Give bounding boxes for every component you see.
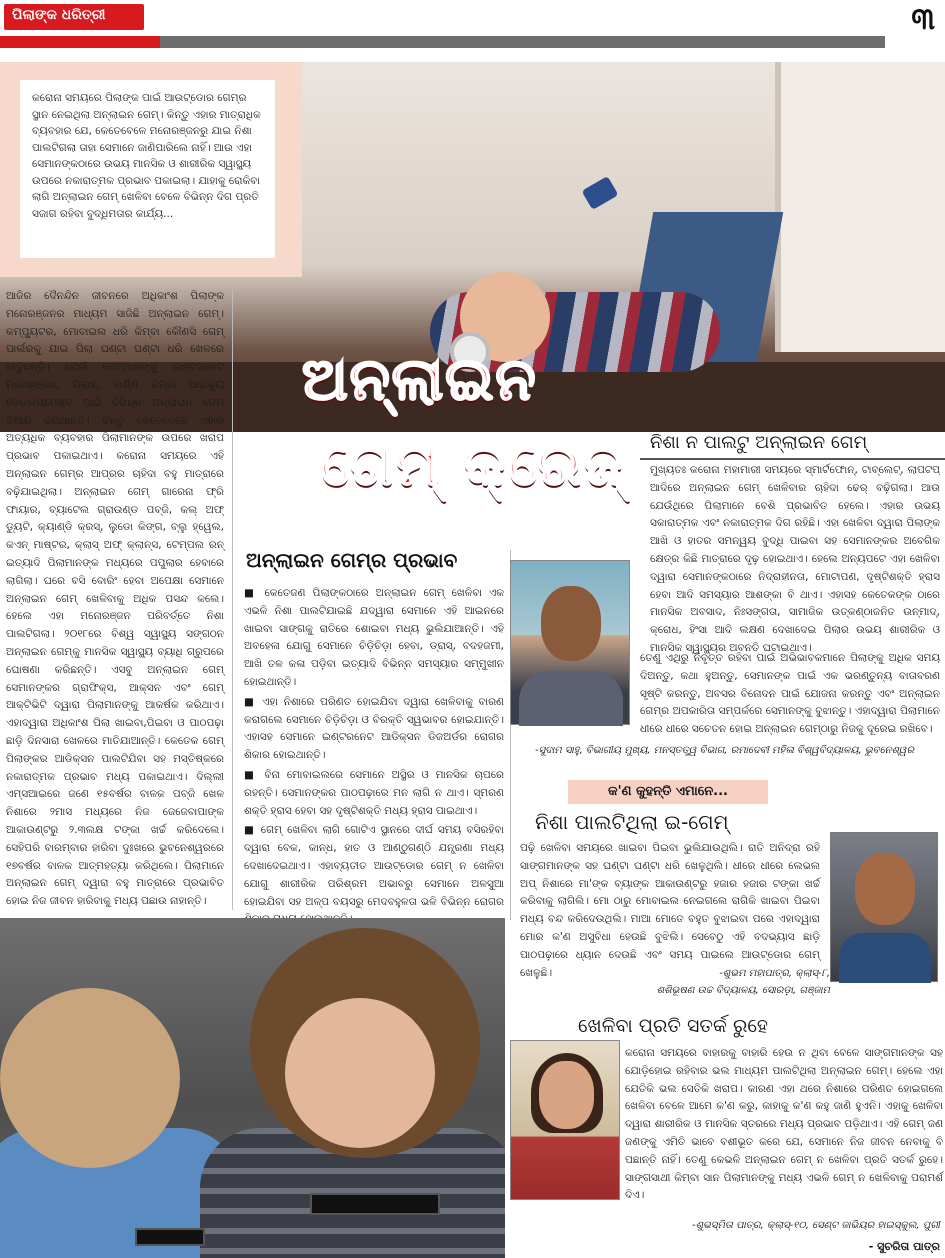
photo-boy-face xyxy=(285,998,435,1148)
intro-text: କରୋନା ସମୟରେ ପିଲାଙ୍କ ପାଇଁ ଆଉଟ୍‌ଡୋର ଗେମ୍‌ର ସ୍ଥାନ ନେଇଥିଲା ଅନ୍‌ଲାଇନ ଗେମ୍। କିନ୍ତୁ ଏହାର ମାତ୍ରାଧିକ ବ୍ୟବହାର ଯେ, କେତେବେଳେ ମନୋରଞ୍ଜନରୁ ଯାଇ ନିଶା ପାଲଟିଗଲା ତାହା ସେମାନେ ଜାଣିପାରିଲେ ନାହିଁ। ଆଉ ଏହା ସେମାନଙ୍କଠାରେ ଉଭୟ ମାନସିକ ଓ ଶାରୀରିକ ସ୍ୱାସ୍ଥ୍ୟ ଉପରେ ନକାରାତ୍ମକ ପ୍ରଭାବ ପକାଇଲା। ଯାହାକୁ ରୋକିବା ଲାଗି ଅନ୍‌ଲାଇନ ଗେମ୍ ଖେଳିବା ବେଳେ ବିଭିନ୍ନ ଦିଗ ପ୍ରତି ସଜାଗ ରହିବା ବୁଦ୍ଧିମତାର କାର୍ଯ୍ୟ... xyxy=(20,80,275,258)
headline-line-2: ଗେମ୍ କ୍ରେଜ୍ xyxy=(320,430,626,498)
kid2-heading: ଖେଳିବା ପ୍ରତି ସତର୍କ ରୁହେ xyxy=(578,1015,768,1037)
expert-face xyxy=(541,586,601,661)
tablet-icon xyxy=(310,1193,440,1215)
kids-section-tag: କ'ଣ କୁହନ୍ତି ଏମାନେ... xyxy=(568,780,768,804)
expert-shirt xyxy=(519,671,623,726)
expert-credit: -ସୁଦାମ ସାହୁ, ବିଭାଗୀୟ ମୁଖ୍ୟ, ମନସ୍ତତ୍ତ୍ୱ ବିଭାଗ, ରମାଦେବୀ ମହିଳା ବିଶ୍ୱବିଦ୍ୟାଳୟ, ଭୁବନେଶ୍ୱର xyxy=(535,745,915,756)
kid2-face xyxy=(539,1061,594,1129)
kid2-portrait xyxy=(510,1040,620,1200)
author-byline: - ସୁଚରିତା ପାତ୍ର xyxy=(868,1240,940,1253)
expert-advice: ତେଣୁ ଏଥିରୁ ନିବୃତ୍ତ ରହିବା ପାଇଁ ଅଭିଭାବକମାନେ ପିଲାଙ୍କୁ ଅଧିକ ସମୟ ଦିଅନ୍ତୁ, କଥା ହୁଅନ୍ତୁ, ସେମାନଙ୍କ ପାଇଁ ଏକ ଭରଣ୍ତୁନ୍ୟ ବାତାବରଣ ସୃଷ୍ଟି କରନ୍ତୁ, ଅବସର ବିନୋଦନ ପାଇଁ ଯୋଜନା କରନ୍ତୁ ଏବଂ ଅନ୍‌ଲାଇନ ଗେମ୍‌ର ଅପକାରିତା ସମ୍ପର୍କରେ ସେମାନଙ୍କୁ ବୁଝାନ୍ତୁ। ଏହାଦ୍ୱାରା ପିଲାମାନେ ଧୀରେ ଧୀରେ ସଚେତନ ହୋଇ ଅନ୍‌ଲାଇନ ଗେମ୍‌ଠାରୁ ନିଜକୁ ଦୂରେଇ ରଖିବେ। xyxy=(640,652,940,736)
kid1-text: ପଢ଼ି ଖେଳିବା ସମୟରେ ଖାଇବା ପିଇବା ଭୁଲିଯାଉଥିଲି। ରାତି ଅନିଦ୍ରା ରହି ସାଙ୍ଗମାନଙ୍କ ସହ ଘଣ୍ଟା ଘଣ୍ଟା ଧରି ଖେଳୁଥିଲି। ଧୀରେ ଧୀରେ ଲେଭଲ ଅପ୍ ନିଶାରେ ମା'ଙ୍କ ବ୍ୟାଙ୍କ ଆକାଉଣ୍ଟରୁ ହଜାର ହଜାର ଟଙ୍କା ଖର୍ଚ୍ଚ କରିବାକୁ ଲାଗିଲି। ମୋ ଠାରୁ ମୋବାଇଲ ନେଇଗଲେ ରାଗିକି ଖାଇବା ପିଇବା ମଧ୍ୟ ବନ୍ଦ କରିଦେଉଥିଲି। ମାଆ ମୋତେ ବହୁତ ବୁଝାଇବା ପରେ ଏହାଦ୍ୱାରା ମୋର କ'ଣ ଅସୁବିଧା ହେଉଛି ବୁଝିଲି। ସେବେଠୁ ଏହି ବଦଭ୍ୟାସ ଛାଡ଼ି ପାଠପଢ଼ାରେ ଧ୍ୟାନ ଦେଉଛି ଏବଂ ସମୟ ପାଇଲେ ଆଉଟ୍‌ଡୋର ଗେମ୍ ଖେଳୁଛି। xyxy=(520,842,820,979)
page-number: ୩ xyxy=(911,2,935,37)
expert-portrait xyxy=(510,560,630,725)
game-device-icon xyxy=(582,176,619,210)
kid1-face xyxy=(855,853,915,925)
column-divider xyxy=(232,290,233,910)
left-column-text: ଆଜିର ଦୈନନ୍ଦିନ ଜୀବନରେ ଅଧିକାଂଶ ପିଲାଙ୍କ ମନୋରଞ୍ଜନର ମାଧ୍ୟମ ସାଜିଛି ଅନ୍‌ଲାଇନ ଗେମ୍। କମ୍ପ୍ୟୁଟର, ମୋବାଇଲ ଧରି କିମ୍ବା କୌଣସି ଗେମ୍ ପାର୍ଲରକୁ ଯାଇ ପିଲା ଘଣ୍ଟା ଘଣ୍ଟା ଧରି ଖେଳରେ ମାତୁଛନ୍ତି। ଯେଉଁ ଗେମ୍‌ମାନଙ୍କୁ ଇଣ୍ଟରନେଟ ମନୋରଞ୍ଜନ, ଗିଲାବ୍, ଲର୍ଣ୍ଣ କିମ୍ବା ଆଇକ୍ୟୁ ଡେଭଲପ୍‌ମେଣ୍ଟ ପାଇଁ ବିଭିନ୍ନ ଅନ୍‌ଲାଇନ ଗେମ୍ ତିଆରି କରିଥାନ୍ତି। କିନ୍ତୁ କେତେବେଳେ ଏହାର ଅତ୍ୟଧିକ ବ୍ୟବହାର ପିଲାମାନଙ୍କ ଉପରେ ଖରାପ ପ୍ରଭାବ ପକାଇଥାଏ। କରୋନା ସମୟରେ ଏହି ଅନ୍‌ଲାଇନ ଗେମ୍‌ର ଆପ୍ରର ଚାହିଦା ବହୁ ମାତ୍ରାରେ ବଢ଼ିଯାଇଥିଲା। ଅନ୍‌ଲାଇନ ଗେମ୍ ଗାରେନା ଫ୍ରି ଫାୟାର, ବ୍ୟାଟେଲ ଗ୍ରାଉଣ୍ଡ ପବ୍‌ଜି, କଲ୍ ଅଫ୍ ଡ୍ୟୁଟି, କ୍ୟାଣ୍ଡି କ୍ରସ୍, ଲୁଡୋ କିଙ୍ଗ, ବ୍ଲୁ ହ୍ୱେଲ, କଏନ୍ ମାଷ୍ଟର, କ୍ଲାସ୍ ଅଫ୍ କ୍ଲାନ୍ସ, ଟେମ୍ପଲ ରନ୍ ଇତ୍ୟାଦି ପିଲାମାନଙ୍କ ମଧ୍ୟରେ ପପୁଲାର ହେବାରେ ଲାଗିଲା। ଘରେ ବସି ବୋରିଂ ହେବା ଅପେକ୍ଷା ସେମାନେ ଅନ୍‌ଲାଇନ ଗେମ୍ ଖେଳିବାକୁ ଅଧିକ ପସନ୍ଦ କଲେ। ହେଲେ ଏହା ମନୋରଞ୍ଜନ ପରିବର୍ତ୍ତେ ନିଶା ପାଲଟିଗଲା। ୨୦୧୮ରେ ବିଶ୍ୱ ସ୍ୱାସ୍ଥ୍ୟ ସଙ୍ଗଠନ ଅନ୍‌ଲାଇନ ଗେମ୍‌କୁ ମାନସିକ ସ୍ୱାସ୍ଥ୍ୟ ବ୍ୟାଧି ଗ୍ରୁପରେ ଘୋଷଣା କରିଛନ୍ତି। ଏସବୁ ଅନ୍‌ଲାଇନ ଗେମ୍ ସେମାନଙ୍କର ଗ୍ରାଫିକ୍ସ, ଆକ୍ସନ ଏବଂ ଗେମ୍ ଆକ୍ଟିଭିଟି ଦ୍ୱାରା ପିଲାମାନଙ୍କୁ ଆକର୍ଷକ କରିଥାଏ। ଏହାଦ୍ୱାରା ଅଧିକାଂଶ ପିଲା ଖାଇବା,ପିଇବା ଓ ପାଠପଢ଼ା ଛାଡ଼ି ଦିନସାରା ଖେଳରେ ମାତିଯାଆନ୍ତି। କେତେକ ଗେମ୍ ପିଲାଙ୍କର ଆଡିକ୍ସନ ପାଲଟିଯିବା ସହ ମସ୍ତିଷ୍କରେ ନକାରାତ୍ମକ ପ୍ରଭାବ ମଧ୍ୟ ପକାଇଥାଏ। ଦିଲ୍ଲୀ ଏମ୍ସଆଇରେ ଜଣେ ୧୫ବର୍ଷର ବାଳକ ପବ୍‌ଜି ଖେଳ ନିଶାରେ ୨ମାସ ମଧ୍ୟରେ ନିଜ ଜେଜେବାପାଙ୍କ ଆକାଉଣ୍ଟରୁ ୨.୩ଲକ୍ଷ ଟଙ୍କା ଖର୍ଚ୍ଚ କରିଦେଲେ। ସେହିପରି ବାରମ୍ବାର ହାରିବା ଦୁଃଖରେ ଭୁବନେଶ୍ୱରରେ ୧୭ବର୍ଷର ବାଳକ ଆତ୍ମହତ୍ୟା କରିଥିଲେ। ପିଲାମାନେ ଅନ୍‌ଲାଇନ ଗେମ୍ ଦ୍ୱାରା ବହୁ ମାତ୍ରାରେ ପ୍ରଭାବିତ ହୋଇ ନିଜ ଜୀବନ ହାରିବାକୁ ମଧ୍ୟ ପଛାଉ ନାହାନ୍ତି। xyxy=(6,290,224,908)
photo-girl-head xyxy=(0,988,180,1168)
kid1-portrait xyxy=(830,832,938,982)
expert-heading: ନିଶା ନ ପାଲଟୁ ଅନ୍‌ଲାଇନ ଗେମ୍ xyxy=(650,432,868,453)
section-logo xyxy=(4,4,144,30)
phone-icon xyxy=(135,1228,205,1246)
effect-point: ■ ଗେମ୍ ଖେଳିବା ଲାଗି ଗୋଟିଏ ସ୍ଥାନରେ ଦୀର୍ଘ ସମୟ ବସିରହିବା ଦ୍ୱାରା ବେକ, କାନ୍ଧ, ହାତ ଓ ଆଣ୍ଠୁଗଣ୍ଠି ଯନ୍ତ୍ରଣା ମଧ୍ୟ ଦେଖାଦେଇଥାଏ। ଏହାବ୍ୟତୀତ ଆଉଟ୍‌ଡୋର ଗେମ୍ ନ ଖେଳିବା ଯୋଗୁ ଶାରୀରିକ ପରିଶ୍ରମ ଅଭାବରୁ ସେମାନେ ଅଳସୁଆ ହୋଇଯିବା ସହ ଅଳ୍ପ ବୟସରୁ ମେଦବହୁଳତା ଭଳି ବିଭିନ୍ନ ରୋଗର xyxy=(244,824,504,908)
headline-line-1: ଅନ୍‌ଲାଇନ xyxy=(302,345,538,413)
kid1-heading: ନିଶା ପାଲଟିଥିଲା ଇ-ଗେମ୍ xyxy=(535,810,729,834)
hero-door xyxy=(775,62,945,352)
kid2-text: କରୋନା ସମୟରେ ବାହାରକୁ ବାହାରି ହେଉ ନ ଥିବା ବେଳେ ସାଙ୍ଗମାନଙ୍କ ସହ ଯୋଡ଼ିହୋଇ ରହିବାର ଭଲ ମାଧ୍ୟମ ପାଲଟିଥିଲା ଅନ୍‌ଲାଇନ ଗେମ୍। ହେଲେ ଏହା ଯେତିକି ଭଲ ସେତିକି ଖରାପ। କାରଣ ଏହା ଥରେ ନିଶାରେ ପରିଣତ ହୋଇଗଲେ ଖେଳିବା ବେଳେ ଆମେ କ'ଣ କରୁ, କାହାକୁ କ'ଣ କହୁ ଜାଣି ହୁଏନି। ଏହାକୁ ଖେଳିବା ଦ୍ୱାରା ଶାରୀରିକ ଓ ମାନସିକ ସ୍ତରରେ ମଧ୍ୟ ପ୍ରଭାବ ପଡ଼ିଥାଏ। ଏହି ଗେମ୍ ଜଣ ଜଣଙ୍କୁ ଏମିତି ଭାବେ ବଶୀଭୂତ କରେ ଯେ, ସେମାନେ ନିଜ ଜୀବନ ନେବାକୁ ବି ପଛାନ୍ତି ନାହିଁ। ତେଣୁ କେଭଳି ଅନ୍‌ଲାଇନ ଗେମ୍ ନ ଖେଳିବା ପ୍ରତି ସତର୍କ ରୁହେ। ସାଙ୍ଗସାଥୀ କିମ୍ବା ସାନ ପିଲାମାନଙ୍କୁ ମଧ୍ୟ ଏଭଳି ଗେମ୍ ନ ଖେଳିବାକୁ ପରାମର୍ଶ ଦିଏ। xyxy=(625,1047,943,1202)
kid1-credit-name: -ଶୁଭମ ମହାପାତ୍ର, କ୍ଲାସ୍-୮, xyxy=(719,968,830,979)
effect-point: ■ ବିନା ମୋବାଇଲରେ ସେମାନେ ଅସ୍ଥିର ଓ ମାନସିକ ଚାପରେ ରହନ୍ତି। ସେମାନଙ୍କର ପାଠପଢ଼ାରେ ମନ ଲାଗି ନ ଥାଏ। ସ୍ମରଣ ଶକ୍ତି ହ୍ରାସ ହେବା ସହ ଦୃଷ୍ଟିଶକ୍ତି ମଧ୍ୟ ହ୍ରାସ ପାଇଥାଏ। xyxy=(244,768,504,817)
logo-text: ପିଲାଙ୍କ ଧରିତ୍ରୀ xyxy=(12,7,106,23)
effects-heading: ଅନ୍‌ଲାଇନ ଗେମ୍‌ର ପ୍ରଭାବ xyxy=(246,548,458,572)
header-rule-accent xyxy=(0,36,160,48)
kid1-shirt xyxy=(839,933,931,983)
kid2-credit: -ଶୁଭସ୍ମିତା ପାତ୍ର, କ୍ଲାସ୍-୧୦, ସେଣ୍ଟ ଜାଭିୟର ହାଇସ୍କୁଲ, ପୁରୀ xyxy=(692,1220,940,1231)
photo-kids-playing-tablet xyxy=(0,918,505,1258)
expert-intro: ମୁଖ୍ୟତଃ କରୋନା ମହାମାରୀ ସମୟରେ ସ୍ମାର୍ଟଫୋନ୍, ଟାବ୍‌ଲେଟ୍, ଲାପଟପ୍ ଆଦିରେ ଅନ୍‌ଲାଇନ ଗେମ୍ ଖେଳିବାର ଚାହିଦା ଢେର୍ ବଢ଼ିଗଲା। ଆଉ ଯେଉଁଥିରେ ପିଲାମାନେ ବେଶି ପ୍ରଭାବିତ ହେଲେ। ଏହାର ଉଭୟ ସକାରାତ୍ମକ ଏବଂ ନକାରାତ୍ମକ ଦିଗ ରହିଛି। ଏହା ଖେଳିବା ଦ୍ୱାରା ପିଲାଙ୍କ ଆଖି ଓ ହାତର ସମନ୍ୱୟ ବୁଦ୍ଧି ପାଇବା ସହ ସେମାନଙ୍କର ଅବେଗିକ କ୍ଷେତ୍ର କିଛି ମାତ୍ରାରେ ଦୃଢ଼ ହୋଇଥାଏ। ହେଲେ ଅନ୍ୟପଟେ ଏହା ଖେଳିବା ଦ୍ୱାରା ସେମାନଙ୍କଠାରେ ନିଦ୍ରାହୀନତା, ମୋଟାପଣ, ଦୃଷ୍ଟିଶକ୍ତି ହ୍ରାସ ହେବା ଆଦି ସମସ୍ୟାର ଆଶଙ୍କା ବି ଥାଏ। ଏହାସହ କେତେକଙ୍କ ଠାରେ ମାନସିକ ଅବସାଦ, ନିଃସଙ୍ଗତା, ସାମାଜିକ ଉତ୍କଣ୍ଠାଜନିତ ଉନ୍ମାଦ୍, କ୍ରୋଧ, ହିଂସା ଆଦି ଲକ୍ଷଣ ଦେଖାଦେଇ ପିଲାର ଉଭୟ ଶାରୀରିକ ଓ ମାନସିକ ସ୍ୱାସ୍ଥ୍ୟର ଅବନତି ଘଟାଇଥାଏ। xyxy=(650,464,940,654)
masthead xyxy=(0,0,945,48)
effects-list xyxy=(244,585,504,915)
kid1-credit-school: ଶଶିଭୂଷଣ ଉଚ୍ଚ ବିଦ୍ୟାଳୟ, ସୋରଡ଼ା, ଗଞ୍ଜାମ xyxy=(656,985,830,996)
effect-point: ■ କେତେଜଣ ପିଲାଙ୍କଠାରେ ଅନ୍‌ଲାଇନ ଗେମ୍ ଖେଳିବା ଏକ ଏଭଳି ନିଶା ପାଲଟିଯାଇଛି ଯଦ୍ୱାରା ସେମାନେ ଏହି ଆଇନରେ ଖାଇବା ସାଙ୍ଗକୁ ରାତିରେ ଶୋଇବା ମଧ୍ୟ ଭୁଲିଯାଆନ୍ତି। ଏହି ଅବହେଳା ଯୋଗୁ ସେମାନେ ଚିଡ଼ିଚିଡ଼ା ହେବା, ଡ୍ରାସ୍, ବଦହଜମୀ, ଆଖି ତଳ କଳା ପଡ଼ିବା ଇତ୍ୟାଦି ବିଭିନ୍ନ ସମସ୍ୟାର ସମ୍ମୁଖୀନ ହୋଇଥାନ୍ତି। xyxy=(244,587,504,688)
effect-point: ■ ଏହା ନିଶାରେ ପରିଣତ ହୋଇଯିବା ଦ୍ୱାରା ଖେଳିବାକୁ ବାରଣ କରାଗଲେ ସେମାନେ ଚିଡ଼ିଚିଡ଼ା ଓ ବିରକ୍ତି ସ୍ୱଭାବର ହୋଇଯାନ୍ତି। ଏହାସହ ସେମାନେ ଇଣ୍ଟରନେଟ ଆଡିକ୍ସନ ଡିଜଅର୍ଡର ରୋଗର ଶିକାର ହୋଇଥାନ୍ତି। xyxy=(244,695,504,762)
expert-heading-rule xyxy=(640,458,945,460)
